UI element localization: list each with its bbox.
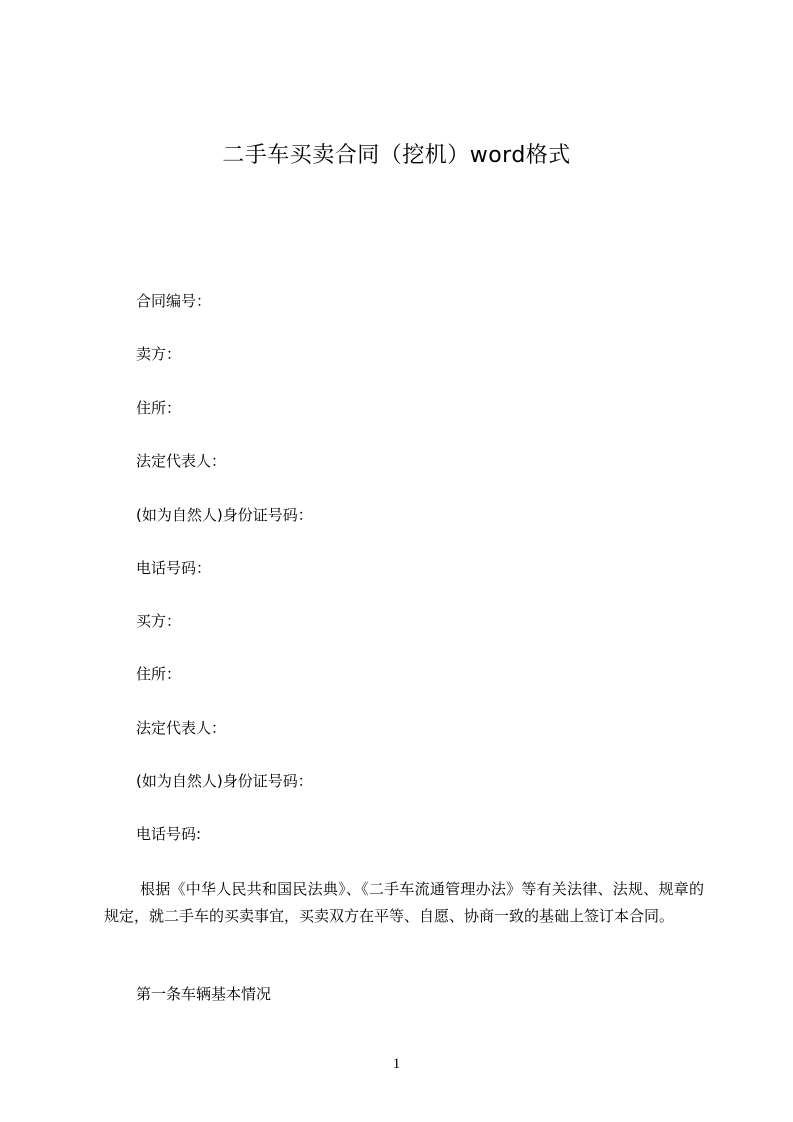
seller-legal-representative-label: 法定代表人： <box>136 452 227 470</box>
buyer-id-number-label: (如为自然人)身份证号码： <box>136 772 313 790</box>
seller-label: 卖方： <box>136 345 182 363</box>
seller-address-label: 住所： <box>136 399 182 417</box>
buyer-label: 买方： <box>136 612 182 630</box>
seller-phone-label: 电话号码： <box>136 559 212 577</box>
buyer-legal-representative-label: 法定代表人： <box>136 719 227 737</box>
page-number: 1 <box>392 1056 401 1072</box>
seller-id-number-label: (如为自然人)身份证号码： <box>136 506 313 524</box>
buyer-address-label: 住所： <box>136 665 182 683</box>
document-title: 二手车买卖合同（挖机）word格式 <box>222 143 571 168</box>
section-heading: 第一条车辆基本情况 <box>136 985 272 1003</box>
preamble-paragraph: 根据《中华人民共和国民法典》、《二手车流通管理办法》等有关法律、法规、规章的规定，就二手车的买卖事宜，买卖双方在平等、自愿、协商一致的基础上签订本合同。 <box>104 880 704 925</box>
contract-number-label: 合同编号： <box>136 292 212 310</box>
buyer-phone-label: 电话号码: <box>136 825 202 843</box>
